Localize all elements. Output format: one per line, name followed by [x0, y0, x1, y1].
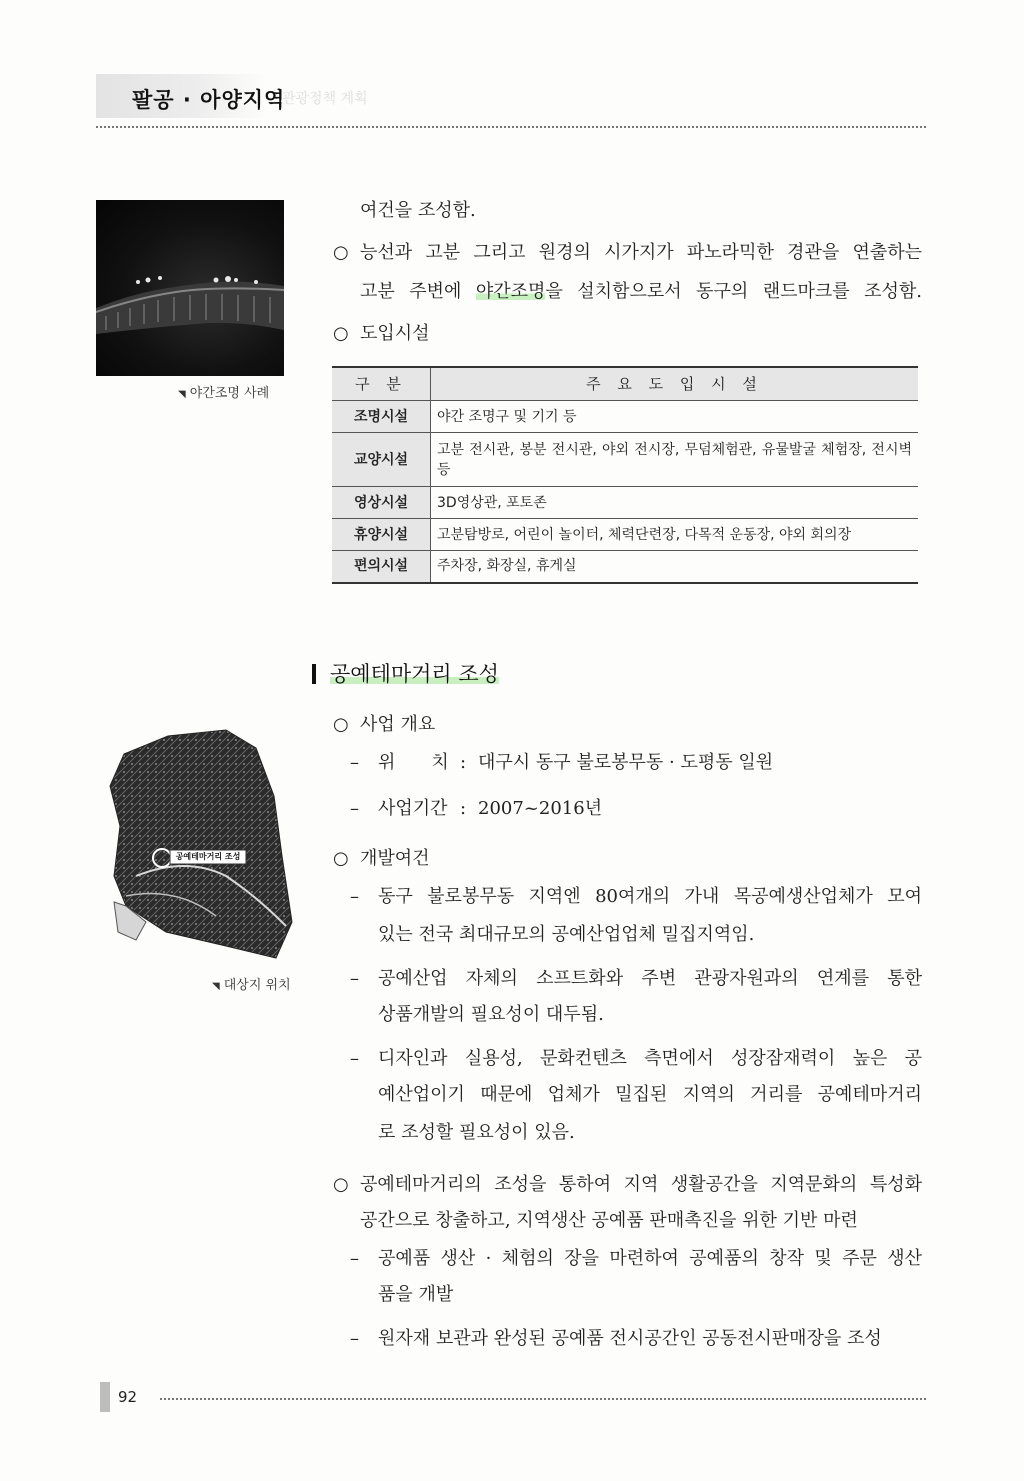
- condition-1-line2: 있는 전국 최대규모의 공예산업업체 밀집지역임.: [378, 924, 755, 945]
- footer-marker: [100, 1382, 110, 1412]
- goal-sub-1-line1: 공예품 생산 · 체험의 장을 마련하여 공예품의 창작 및 주문 생산: [378, 1248, 922, 1269]
- caption-mark-icon: ◥: [212, 981, 220, 992]
- chapter-subtitle-faded: 관광정책 계획: [282, 91, 368, 107]
- page-number: 92: [118, 1388, 138, 1406]
- highlighted-term: 야간조명: [475, 281, 546, 302]
- period-value: 2007~2016년: [478, 798, 603, 819]
- period-label: 사업기간: [378, 798, 448, 819]
- footer-divider: [160, 1398, 926, 1400]
- overview-heading: 사업 개요: [360, 714, 436, 735]
- goal-line2: 공간으로 창출하고, 지역생산 공예품 판매촉진을 위한 기반 마련: [360, 1210, 858, 1231]
- facilities-table: [332, 366, 918, 584]
- dash-icon: –: [350, 752, 359, 773]
- bullet-circle-icon: ○: [333, 242, 349, 263]
- night-lighting-image: [96, 200, 284, 376]
- table-header-facilities: 주 요 도 입 시 설: [431, 367, 919, 401]
- table-row: 영상시설 3D영상관, 포토존: [332, 487, 918, 519]
- dash-icon: –: [350, 1048, 359, 1069]
- location-label: 위 치: [378, 752, 449, 773]
- condition-3-line2: 예산업이기 때문에 업체가 밀집된 지역의 거리를 공예테마거리: [378, 1084, 922, 1105]
- panorama-text-line1: 능선과 고분 그리고 원경의 시가지가 파노라믹한 경관을 연출하는: [360, 242, 922, 263]
- table-row: 휴양시설 고분탐방로, 어린이 놀이터, 체력단련장, 다목적 운동장, 야외 회의장: [332, 519, 918, 551]
- goal-sub-2: 원자재 보관과 완성된 공예품 전시공간인 공동전시판매장을 조성: [378, 1328, 882, 1349]
- dash-icon: –: [350, 886, 359, 907]
- facilities-heading: 도입시설: [360, 323, 430, 344]
- goal-sub-1-line2: 품을 개발: [378, 1284, 454, 1305]
- condition-2-line1: 공예산업 자체의 소프트화와 주변 관광자원과의 연계를 통한: [378, 968, 922, 989]
- site-location-map: [106, 726, 296, 962]
- chapter-title: 팔공 · 아양지역: [132, 88, 286, 112]
- section-marker: [312, 664, 316, 684]
- site-location-caption: ◥ 대상지 위치: [212, 978, 291, 993]
- site-map-image: [106, 726, 296, 962]
- caption-mark-icon: ◥: [178, 389, 186, 400]
- night-lighting-caption: ◥ 야간조명 사례: [178, 386, 270, 401]
- map-label: 공예테마거리 조성: [175, 852, 241, 861]
- bullet-circle-icon: ○: [333, 714, 349, 735]
- table-row: 편의시설 주차장, 화장실, 휴게실: [332, 551, 918, 583]
- night-lighting-photo: [96, 200, 284, 376]
- condition-3-line3: 로 조성할 필요성이 있음.: [378, 1122, 575, 1143]
- table-row: 조명시설 야간 조명구 및 기기 등: [332, 401, 918, 433]
- dash-icon: –: [350, 798, 359, 819]
- section-title: 공예테마거리 조성: [330, 662, 499, 686]
- location-value: 대구시 동구 불로봉무동 · 도평동 일원: [478, 752, 774, 773]
- bullet-circle-icon: ○: [333, 323, 349, 344]
- panorama-text-line2: 고분 주변에 야간조명을 설치함으로서 동구의 랜드마크를 조성함.: [360, 281, 922, 302]
- dash-icon: –: [350, 968, 359, 989]
- colon: :: [460, 798, 467, 819]
- condition-3-line1: 디자인과 실용성, 문화컨텐츠 측면에서 성장잠재력이 높은 공: [378, 1048, 922, 1069]
- bullet-circle-icon: ○: [333, 1174, 349, 1195]
- condition-2-line2: 상품개발의 필요성이 대두됨.: [378, 1004, 604, 1025]
- dash-icon: –: [350, 1248, 359, 1269]
- table-header-row: [332, 367, 918, 401]
- header-divider: [96, 126, 926, 128]
- colon: :: [460, 752, 467, 773]
- goal-line1: 공예테마거리의 조성을 통하여 지역 생활공간을 지역문화의 특성화: [360, 1174, 922, 1195]
- table-header-category: 구 분: [332, 367, 431, 401]
- table-row: 교양시설 고분 전시관, 봉분 전시관, 야외 전시장, 무덤체험관, 유물발굴 체험장, 전시벽 등: [332, 433, 918, 487]
- bullet-circle-icon: ○: [333, 848, 349, 869]
- conditions-heading: 개발여건: [360, 848, 430, 869]
- intro-line: 여건을 조성함.: [360, 200, 476, 221]
- condition-1-line1: 동구 불로봉무동 지역엔 80여개의 가내 목공예생산업체가 모여: [378, 886, 922, 907]
- dash-icon: –: [350, 1328, 359, 1349]
- page-header: [96, 72, 926, 130]
